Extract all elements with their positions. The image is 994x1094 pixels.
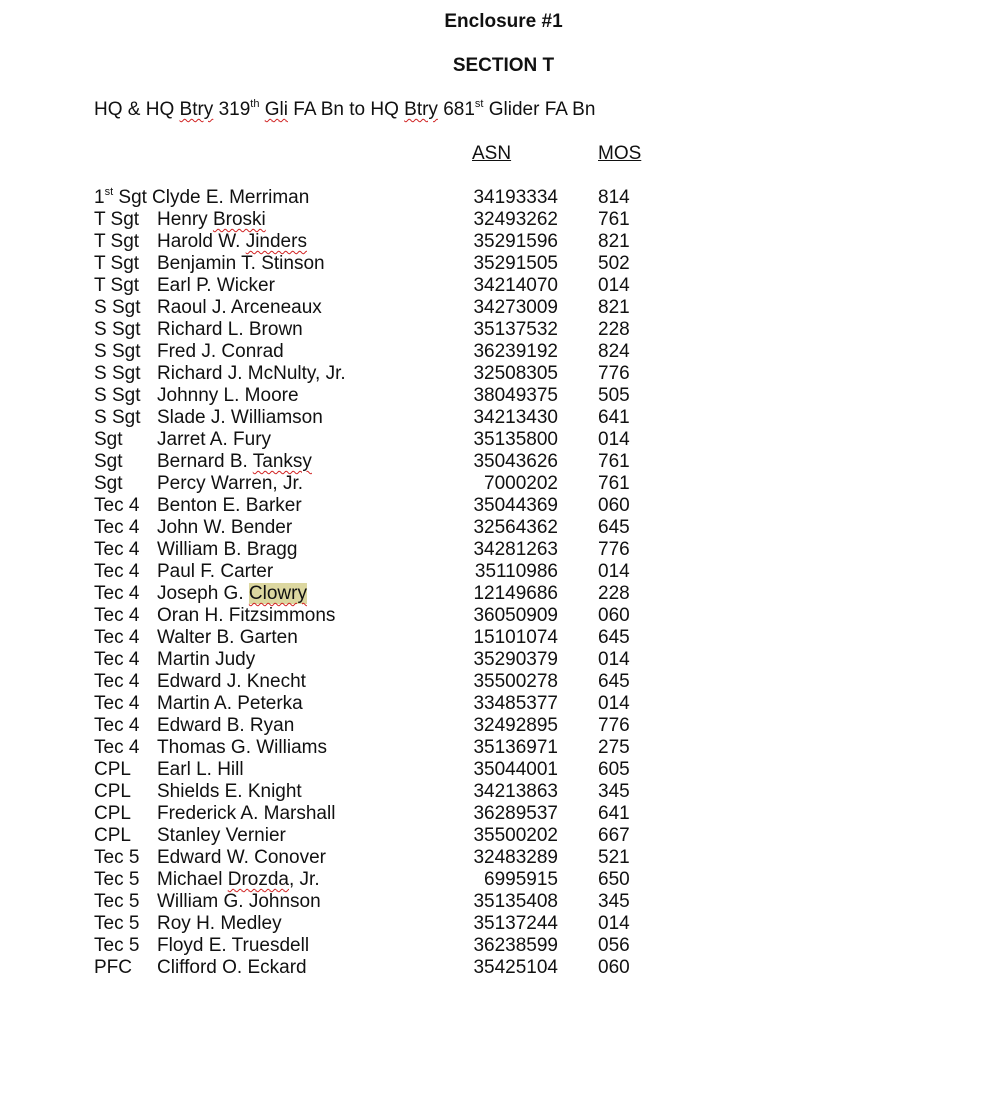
rank: Sgt [94,451,123,472]
mos: 645 [598,671,630,692]
roster-row [0,407,994,429]
name [157,913,282,935]
rank: CPL [94,781,131,802]
mos: 645 [598,627,630,648]
mos: 014 [598,561,630,582]
name: Clyde E. Merriman [152,187,310,208]
mos: 645 [598,517,630,538]
name-part: Fred J. Conrad [157,341,284,362]
enclosure-title: Enclosure #1 [444,11,563,32]
roster-row [0,759,994,781]
rank: CPL [94,825,131,846]
mos: 605 [598,759,630,780]
roster-row [0,671,994,693]
rank: S Sgt [94,407,141,428]
mos: 641 [598,803,630,824]
mos: 060 [598,605,630,626]
rank: Tec 5 [94,891,140,912]
rank: Tec 4 [94,539,140,560]
roster-row [0,913,994,935]
ordinal-suffix: st [104,186,114,198]
rank: CPL [94,759,131,780]
asn: 36050909 [473,605,558,626]
name-part: Jarret A. Fury [157,429,272,450]
name [157,605,335,627]
name-part: Earl P. Wicker [157,275,275,296]
asn: 34193334 [473,187,558,208]
asn: 34281263 [473,539,558,560]
rank-text: Sgt [113,187,147,208]
ordinal-suffix: th [250,98,260,110]
rank: S Sgt [94,319,141,340]
name-part: Martin Judy [157,649,256,670]
unit-line-word: Btry [179,99,214,120]
roster-row [0,869,994,891]
asn: 35291505 [473,253,558,274]
name-part: Edward W. Conover [157,847,326,868]
name-part: Percy Warren, Jr. [157,473,304,494]
rank: Tec 5 [94,869,140,890]
name-part: Henry [157,209,213,230]
name-flagged-word: Clowry [248,583,307,604]
name-part: Benton E. Barker [157,495,302,516]
rank: T Sgt [94,253,140,274]
roster-row [0,319,994,341]
rank: Tec 5 [94,913,140,934]
asn: 34213430 [473,407,558,428]
name [157,341,284,363]
name-part: John W. Bender [157,517,293,538]
unit-line-text: 681 [437,99,475,120]
rank [94,187,147,209]
unit-transfer-line [94,99,595,121]
rank: PFC [94,957,132,978]
rank: Tec 4 [94,627,140,648]
mos: 345 [598,781,630,802]
rank: Tec 4 [94,517,140,538]
name [157,869,320,891]
name-part: Martin A. Peterka [157,693,303,714]
mos: 667 [598,825,630,846]
rank: S Sgt [94,297,141,318]
roster-row [0,363,994,385]
rank: Tec 4 [94,671,140,692]
name [157,583,307,605]
name [157,253,325,275]
rank: S Sgt [94,385,141,406]
rank: Tec 4 [94,715,140,736]
mos: 014 [598,275,630,296]
asn-column-header: ASN [472,143,512,164]
name [157,935,309,957]
roster-row [0,781,994,803]
name [157,759,244,781]
roster-row [0,847,994,869]
roster-row [0,451,994,473]
mos: 776 [598,363,630,384]
name-part: William G. Johnson [157,891,321,912]
name-flagged-word: Broski [212,209,266,230]
name-part: Benjamin T. Stinson [157,253,325,274]
name [157,693,303,715]
rank: Tec 4 [94,495,140,516]
name [157,803,335,825]
name [157,825,286,847]
asn: 35043626 [473,451,558,472]
roster-row [0,737,994,759]
name-part: , Jr. [289,869,320,890]
mos: 650 [598,869,630,890]
rank: Sgt [94,429,123,450]
name [157,539,297,561]
name-part: Bernard B. [157,451,253,472]
roster-row [0,583,994,605]
mos: 060 [598,495,630,516]
name [157,297,322,319]
name-part: Earl L. Hill [157,759,244,780]
name-part: Raoul J. Arceneaux [157,297,322,318]
roster-row [0,715,994,737]
name [157,847,326,869]
rank: Tec 4 [94,693,140,714]
name-part: Thomas G. Williams [157,737,327,758]
asn: 35135408 [473,891,558,912]
name [157,429,271,451]
roster-row [0,385,994,407]
asn: 35291596 [473,231,558,252]
section-title: SECTION T [452,55,555,76]
mos: 014 [598,429,630,450]
name-part: Paul F. Carter [157,561,274,582]
ordinal-suffix: st [474,98,484,110]
rank: T Sgt [94,231,140,252]
asn: 35425104 [473,957,558,978]
mos: 821 [598,231,630,252]
roster-row [0,891,994,913]
roster-row [0,209,994,231]
name-part: Stanley Vernier [157,825,286,846]
name [157,561,273,583]
name-part: Edward J. Knecht [157,671,306,692]
asn: 35110986 [474,561,558,582]
asn: 38049375 [473,385,558,406]
roster-row [0,825,994,847]
name-part: William B. Bragg [157,539,298,560]
name [157,275,275,297]
name-part: Oran H. Fitzsimmons [157,605,336,626]
name-flagged-word: Tanksy [252,451,312,472]
mos: 345 [598,891,630,912]
mos: 776 [598,539,630,560]
name [157,715,294,737]
mos: 275 [598,737,630,758]
unit-line-text: HQ & HQ [94,99,180,120]
mos: 641 [598,407,630,428]
name [157,671,306,693]
unit-line-text: 319 [213,99,251,120]
rank: CPL [94,803,131,824]
asn: 32492895 [473,715,558,736]
name-part: Slade J. Williamson [157,407,323,428]
name [157,473,303,495]
asn: 36238599 [473,935,558,956]
rank: Tec 4 [94,649,140,670]
name [157,407,323,429]
name [157,891,321,913]
name [157,209,266,231]
name [157,649,255,671]
name-part: Joseph G. [157,583,249,604]
name-part: Richard J. McNulty, Jr. [157,363,346,384]
name-part: Michael [157,869,228,890]
mos: 821 [598,297,630,318]
roster-row [0,627,994,649]
asn: 35137244 [473,913,558,934]
asn: 35044001 [473,759,558,780]
asn: 35500278 [473,671,558,692]
roster-row [0,297,994,319]
rank: Tec 5 [94,935,140,956]
name-part: Roy H. Medley [157,913,282,934]
name [157,627,298,649]
rank: Tec 4 [94,737,140,758]
rank: Tec 4 [94,583,140,604]
rank: Sgt [94,473,123,494]
unit-line-word: Gli [264,99,288,120]
roster-row [0,429,994,451]
name [157,385,299,407]
roster-row [0,341,994,363]
asn: 36289537 [473,803,558,824]
mos: 776 [598,715,630,736]
mos: 761 [598,451,630,472]
mos: 505 [598,385,630,406]
mos-column-header: MOS [598,143,642,164]
roster-row [0,187,994,209]
name [157,957,307,979]
mos: 761 [598,209,630,230]
asn: 35136971 [473,737,558,758]
name [157,363,346,385]
mos: 228 [598,319,630,340]
roster-row [0,561,994,583]
mos: 014 [598,649,630,670]
roster-row [0,253,994,275]
asn: 32483289 [473,847,558,868]
asn: 12149686 [473,583,558,604]
name-part: Shields E. Knight [157,781,302,802]
name [157,517,292,539]
roster-row [0,473,994,495]
name [157,495,302,517]
roster-row [0,935,994,957]
name-part: Clifford O. Eckard [157,957,307,978]
mos: 761 [598,473,630,494]
mos: 056 [598,935,630,956]
mos: 060 [598,957,630,978]
name [157,231,307,253]
asn: 34213863 [473,781,558,802]
asn: 34214070 [473,275,558,296]
asn: 35137532 [473,319,558,340]
mos: 014 [598,913,630,934]
mos: 824 [598,341,630,362]
asn: 35500202 [473,825,558,846]
name-part: Edward B. Ryan [157,715,295,736]
name-part: Johnny L. Moore [157,385,299,406]
name [157,319,303,341]
roster-row [0,231,994,253]
roster-row [0,275,994,297]
name-part: Walter B. Garten [157,627,298,648]
asn: 32564362 [473,517,558,538]
roster-row [0,803,994,825]
asn: 32493262 [473,209,558,230]
unit-line-text: FA Bn to HQ [287,99,405,120]
roster-row [0,693,994,715]
name-flagged-word: Drozda [227,869,289,890]
asn: 6995915 [484,869,558,890]
asn: 36239192 [473,341,558,362]
name [157,781,302,803]
name-part: Richard L. Brown [157,319,303,340]
asn: 7000202 [484,473,558,494]
roster-row [0,957,994,979]
asn: 33485377 [473,693,558,714]
mos: 502 [598,253,630,274]
rank: Tec 5 [94,847,140,868]
roster-list [0,187,994,979]
rank-text: 1 [94,187,105,208]
asn: 32508305 [473,363,558,384]
roster-row [0,517,994,539]
roster-row [0,495,994,517]
mos: 228 [598,583,630,604]
name-part: Frederick A. Marshall [157,803,336,824]
unit-line-text: Glider FA Bn [483,99,596,120]
mos: 521 [598,847,630,868]
mos: 814 [598,187,630,208]
roster-row [0,539,994,561]
asn: 35135800 [473,429,558,450]
name-part: Floyd E. Truesdell [157,935,310,956]
asn: 35290379 [473,649,558,670]
rank: T Sgt [94,209,140,230]
rank: Tec 4 [94,605,140,626]
mos: 014 [598,693,630,714]
rank: S Sgt [94,341,141,362]
name-part: Harold W. [157,231,246,252]
name [157,737,327,759]
rank: Tec 4 [94,561,140,582]
name [157,451,312,473]
roster-row [0,605,994,627]
rank: T Sgt [94,275,140,296]
asn: 35044369 [473,495,558,516]
roster-row [0,649,994,671]
unit-line-word: Btry [404,99,438,120]
rank: S Sgt [94,363,141,384]
name-flagged-word: Jinders [245,231,307,252]
asn: 15101074 [473,627,558,648]
asn: 34273009 [473,297,558,318]
